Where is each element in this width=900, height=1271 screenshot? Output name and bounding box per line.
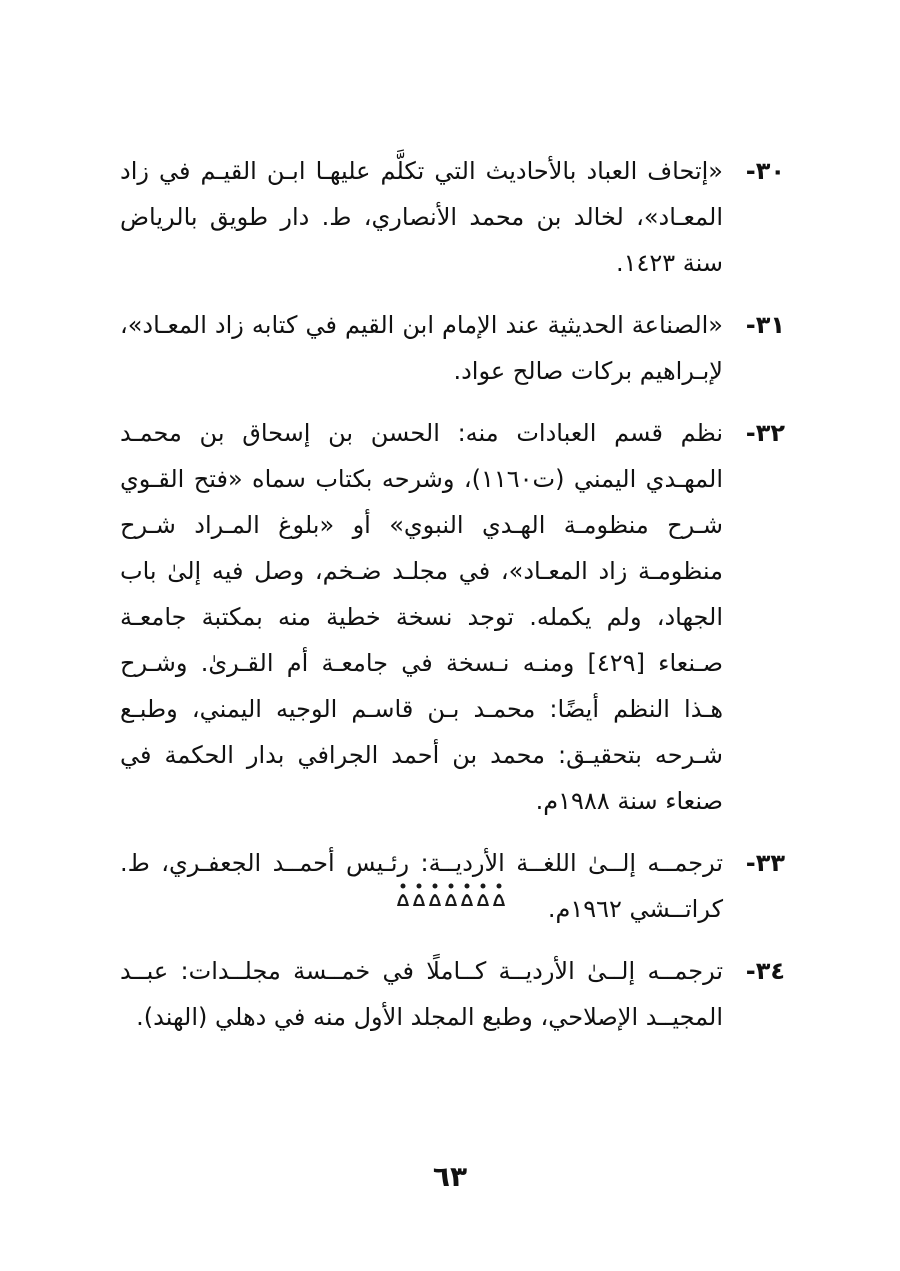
entry-text: «الصناعة الحديثية عند الإمام ابن القيم في كتابه زاد المعـاد»، لإبـراهيم بركات صالح عواد. — [120, 311, 723, 385]
list-item — [120, 410, 785, 824]
entry-number: ٣١- — [745, 311, 785, 339]
floral-ornament-icon — [395, 880, 507, 908]
entry-number: ٣٤- — [745, 957, 785, 985]
list-item — [120, 948, 785, 1040]
entry-text: ترجمــه إلــىٰ اللغــة الأرديــة: رئـيس أحمــد الجعفـري، ط. كراتــشي ١٩٦٢م. — [120, 849, 723, 923]
list-item — [120, 148, 785, 286]
page-number: ٦٣ — [432, 1160, 468, 1193]
list-item — [120, 302, 785, 394]
entry-number: ٣٣- — [745, 849, 785, 877]
entry-number: ٣٠- — [745, 157, 785, 185]
entry-text: نظم قسم العبادات منه: الحسن بن إسحاق بن محمـد المهـدي اليمني (ت١١٦٠)، وشرحه بكتاب سماه «فتح القـوي شـرح منظومـة الهـدي النبوي» أو «بلوغ المـراد شـرح منظومـة زاد المعـاد»، في مجلـد ضـخم، وصل فيه إلىٰ باب الجهاد، ولم يكمله. توجد نسخة خطية منه بمكتبة جامعـة صـنعاء [٤٢٩] ومنـه نـسخة في جامعـة أم القـرىٰ. وشـرح هـذا النظم أيضًا: محمـد بـن قاسـم الوجيه اليمني، وطبـع شـرحه بتحقيـق: محمد بن أحمد الجرافي بدار الحكمة في صنعاء سنة ١٩٨٨م. — [120, 419, 723, 815]
entry-number: ٣٢- — [745, 419, 785, 447]
entry-text: «إتحاف العباد بالأحاديث التي تكلَّم عليهـا ابـن القيـم في زاد المعـاد»، لخالد بن محمد الأنصاري، ط. دار طويق بالرياض سنة ١٤٢٣. — [120, 157, 723, 277]
entry-list — [120, 148, 785, 1056]
entry-text: ترجمــه إلــىٰ الأرديــة كــاملًا في خمــسة مجلــدات: عبــد المجيــد الإصلاحي، وطبع المجلد الأول منه في دهلي (الهند). — [120, 957, 723, 1031]
